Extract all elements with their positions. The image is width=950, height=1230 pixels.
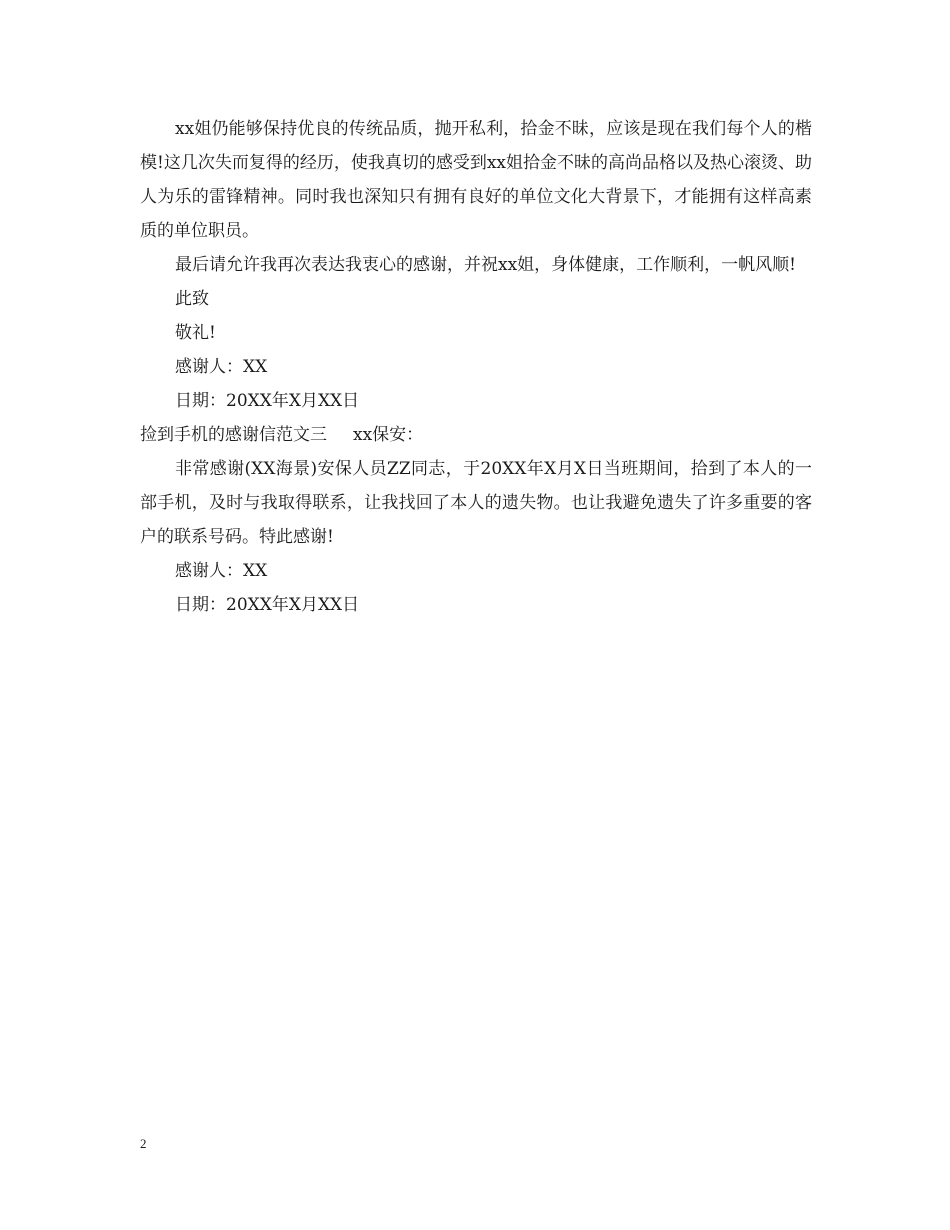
closing-salutation: 此致: [175, 289, 209, 309]
body-paragraph: 最后请允许我再次表达我衷心的感谢，并祝xx姐，身体健康，工作顺利，一帆风顺!: [175, 255, 797, 275]
date-line: 日期：20XX年X月XX日: [175, 391, 360, 411]
body-paragraph: 非常感谢(XX海景)安保人员ZZ同志，于20XX年X月X日当班期间，拾到了本人的一部手机，及时与我取得联系，让我找回了本人的遗失物。也让我避免遗失了许多重要的客户的联系号码。特此感谢!: [140, 459, 812, 547]
body-paragraph: xx姐仍能够保持优良的传统品质，抛开私利，拾金不昧，应该是现在我们每个人的楷模!这几次失而复得的经历，使我真切的感受到xx姐拾金不昧的高尚品格以及热心滚烫、助人为乐的雷锋精神。同时我也深知只有拥有良好的单位文化大背景下，才能拥有这样高素质的单位职员。: [140, 119, 813, 241]
signer-line: 感谢人：XX: [175, 561, 268, 581]
date-line: 日期：20XX年X月XX日: [175, 595, 360, 615]
section-title: 捡到手机的感谢信范文三: [140, 425, 327, 445]
signer-line: 感谢人：XX: [175, 357, 268, 377]
page-number: 2: [140, 1136, 147, 1151]
document-body: [140, 112, 812, 622]
section-recipient: xx保安：: [353, 425, 424, 445]
closing-regards: 敬礼!: [175, 323, 216, 343]
section-heading: [140, 418, 812, 452]
